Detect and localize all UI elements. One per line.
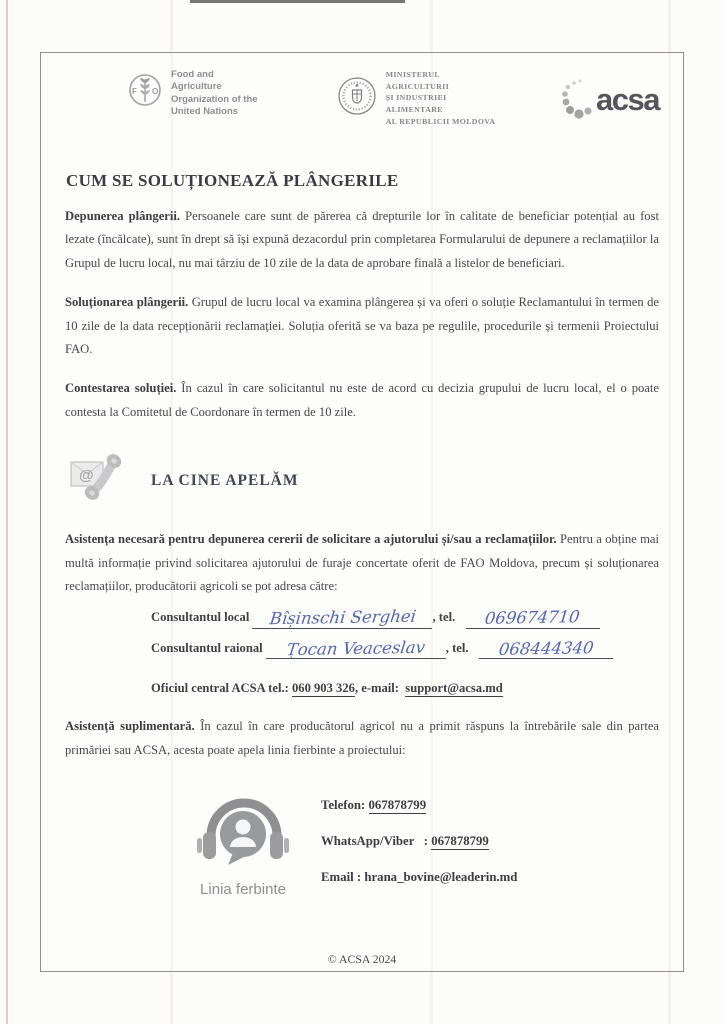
- consultant-raional-label: Consultantul raional: [151, 640, 263, 655]
- email-address: hrana_bovine@leaderin.md: [364, 869, 518, 884]
- paragraph-lead: Asistență suplimentară.: [65, 719, 195, 734]
- fao-logo-text: [171, 69, 264, 118]
- consultant-raional-row: [151, 637, 659, 659]
- scan-artifact-top-smudge: [190, 0, 405, 3]
- document-border-box: [40, 52, 684, 972]
- paragraph-body: În cazul în care solicitantul nu este de acord cu decizia grupului de lucru local, el o poate contesta la Comitetul de Coordonare în termen de 10 zile.: [65, 381, 659, 419]
- ministry-seal-icon: [336, 74, 378, 123]
- paragraph-body: În cazul în care producătorul agricol nu a primit răspuns la întrebările sale din partea primăriei sau ACSA, acesta poate apela linia fierbinte a proiectului:: [65, 719, 660, 757]
- hotline-email-line: [321, 870, 517, 885]
- page-title: CUM SE SOLUȚIONEAZĂ PLÂNGERILE: [66, 171, 399, 190]
- consultant-local-name-field: [252, 609, 432, 628]
- header-logos: [65, 69, 659, 127]
- paragraph-depunerea: [65, 205, 659, 275]
- paragraph-lead: Asistența necesară pentru depunerea cererii de solicitare a ajutorului și/sau a reclamațiilor.: [65, 532, 557, 547]
- acsa-wordmark: acsa: [596, 82, 659, 117]
- svg-text:O: O: [152, 87, 159, 97]
- fao-logo: [127, 69, 264, 118]
- paragraph-body: Pentru a obține mai multă informație privind solicitarea ajutorului de furaje concertate oferit de FAO Moldova, precum și soluționarea reclamațiilor, producătorii agricoli se pot adresa către:: [65, 532, 659, 594]
- fao-text-line: United Nations: [171, 106, 239, 118]
- tel-label: , tel.: [432, 610, 459, 625]
- acsa-dots-icon: [560, 73, 588, 126]
- ministry-logo-text: [386, 69, 502, 127]
- office-email-label: , e-mail:: [354, 681, 406, 696]
- ministry-text-line: MINISTERUL AGRICULTURII: [385, 70, 450, 91]
- scan-artifact-pink-line: [6, 0, 8, 1024]
- ministry-text-line: AL REPUBLICII MOLDOVA: [385, 116, 496, 126]
- hotline-block: [183, 782, 659, 906]
- fao-emblem-icon: [127, 71, 163, 116]
- paragraph-lead: Soluționarea plângerii.: [65, 295, 189, 310]
- consultant-raional-tel-field: [479, 637, 613, 659]
- paragraph-lead: Depunerea plângerii.: [65, 209, 181, 223]
- telefon-label: Telefon:: [321, 797, 369, 812]
- fao-text-line: Food and Agriculture: [171, 69, 222, 93]
- hotline-telefon-line: [321, 798, 517, 813]
- office-email: support@acsa.md: [405, 681, 503, 696]
- contact-section-heading: [67, 450, 659, 512]
- copyright-footer: © ACSA 2024: [327, 952, 397, 966]
- hotline-icon-block: [183, 782, 303, 898]
- paragraph-solutionarea: [65, 291, 659, 361]
- fao-text-line: Organization of the: [171, 93, 258, 105]
- paragraph-body: Grupul de lucru local va examina plângerea și va oferi o soluție Reclamantului în termen de 10 zile de la data recepționării reclamației. Soluția oferită se va baza pe regulile, procedurile și termenii Proiectului FAO.: [65, 295, 659, 357]
- handwritten-tel: 069674710: [484, 607, 582, 629]
- whatsapp-number: 067878799: [431, 833, 489, 848]
- ministry-logo: [336, 69, 502, 127]
- office-label: Oficiul central ACSA tel.:: [151, 681, 292, 696]
- hotline-contact-lines: [321, 798, 517, 906]
- handwritten-name: Bîșinschi Serghei: [268, 607, 417, 629]
- consultant-local-row: [151, 609, 659, 628]
- consultant-local-tel-field: [466, 609, 600, 628]
- contact-heading-text: LA CINE APELĂM: [151, 472, 299, 490]
- email-label: Email :: [321, 869, 365, 884]
- phone-mail-icon: [67, 450, 129, 513]
- office-tel: 060 903 326: [291, 681, 355, 696]
- headphones-support-icon: [193, 861, 293, 878]
- paragraph-lead: Contestarea soluției.: [65, 381, 177, 396]
- svg-text:@: @: [79, 466, 94, 484]
- handwritten-tel: 068444340: [497, 637, 595, 659]
- consultant-raional-name-field: [266, 637, 446, 659]
- telefon-number: 067878799: [368, 797, 427, 812]
- paragraph-suplimentara: [65, 715, 659, 762]
- acsa-logo: [560, 73, 659, 126]
- svg-text:F: F: [132, 87, 137, 97]
- paragraph-contestarea: [65, 377, 659, 424]
- paragraph-body: Persoanele care sunt de părerea că drepturile lor în calitate de beneficiar potențial au fost lezate (încălcate), sunt în drept să își expună dezacordul prin completarea Formularului de depunere a reclamațiilor la Grupul de lucru local, nu mai târziu de 10 zile de la data de aprobare finală a listelor de beneficiari.: [65, 209, 659, 270]
- ministry-text-line: ȘI INDUSTRIEI ALIMENTARE: [385, 93, 447, 115]
- paragraph-asistenta: [65, 528, 659, 598]
- handwritten-name: Țocan Veaceslav: [285, 637, 427, 659]
- hotline-label: Linia ferbinte: [200, 880, 286, 898]
- tel-label: , tel.: [445, 640, 472, 655]
- hotline-whatsapp-line: [321, 834, 517, 849]
- whatsapp-label: WhatsApp/Viber :: [321, 833, 432, 848]
- office-contact-line: [151, 681, 659, 696]
- consultant-local-label: Consultantul local: [151, 610, 250, 625]
